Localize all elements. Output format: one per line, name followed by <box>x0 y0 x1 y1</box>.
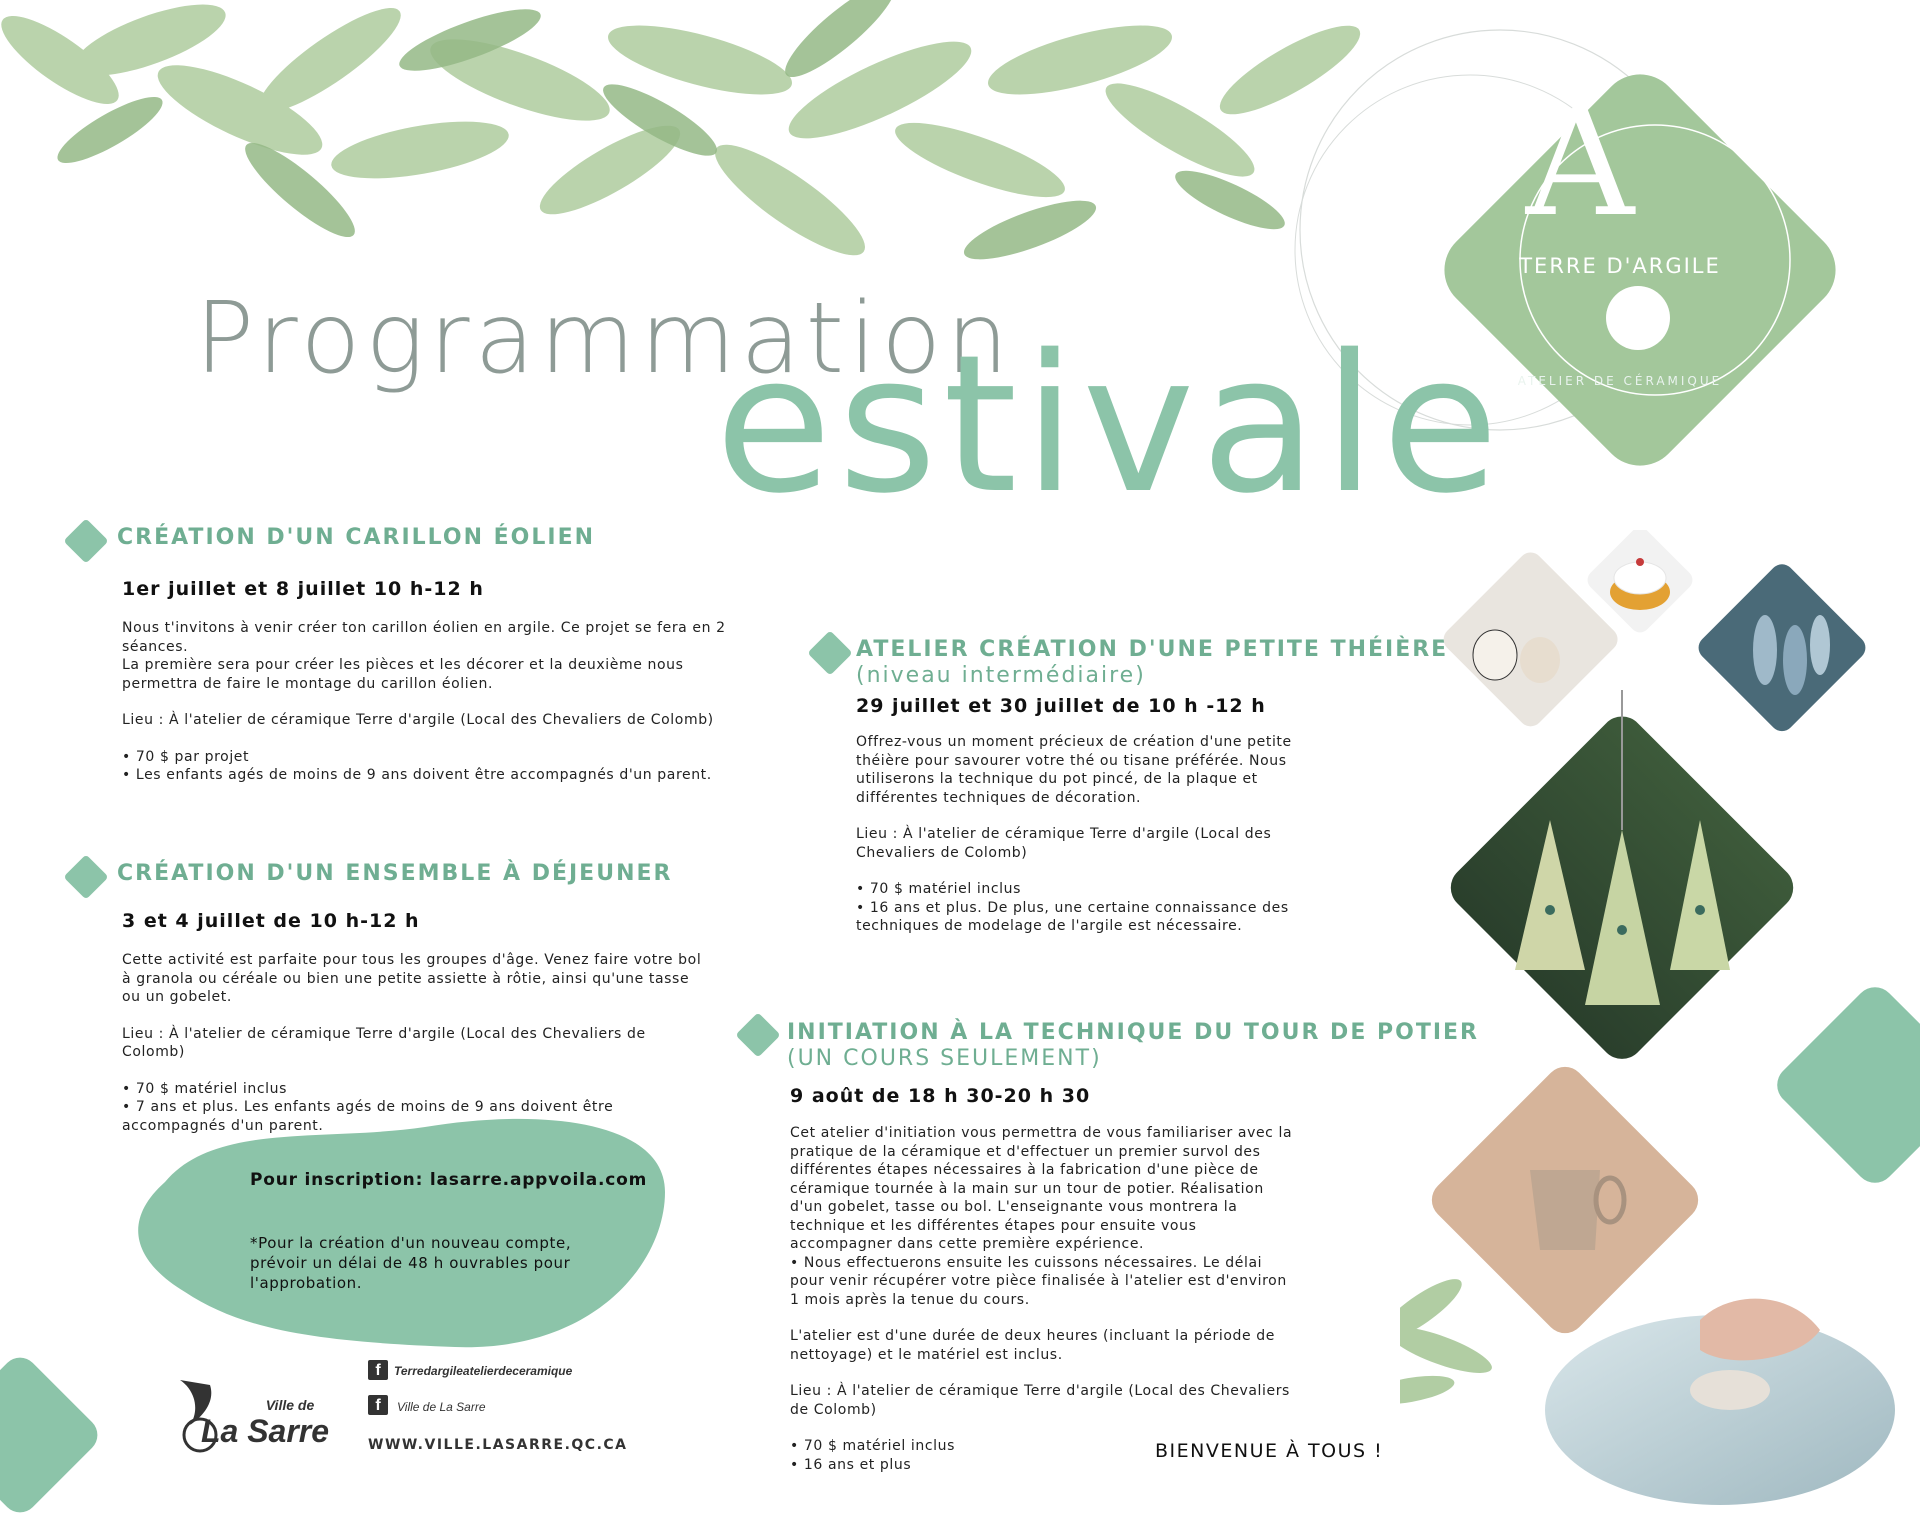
inscription-link[interactable]: Pour inscription: lasarre.appvoila.com <box>250 1170 648 1190</box>
welcome-text: BIENVENUE À TOUS ! <box>1155 1440 1384 1462</box>
diamond-bullet-icon <box>63 518 108 563</box>
list-item: • 70 $ matériel inclus <box>122 1080 712 1099</box>
leaf-decoration <box>0 0 1400 300</box>
section-paragraph: Lieu : À l'atelier de céramique Terre d'argile (Local des Chevaliers de Colomb) <box>122 1025 646 1060</box>
section-paragraph: L'atelier est d'une durée de deux heures (incluant la période de nettoyage) et le matériel est inclus. <box>790 1328 1275 1363</box>
section-title: CRÉATION D'UN ENSEMBLE À DÉJEUNER <box>117 861 673 886</box>
list-item: • 70 $ matériel inclus <box>856 880 1296 899</box>
section-paragraph: Cet atelier d'initiation vous permettra de vous familiariser avec la pratique de la céramique et d'effectuer un premier survol des différentes étapes nécessaires à la fabrication d'une pièce de céramique tournée à la main sur un tour de potier. Réalisation d'un gobelet, tasse ou bol. L'enseignante vous montrera la technique et les différentes étapes pour ensuite vous accompagner dans cette première expérience. • Nous effectuerons ensuite les cuissons nécessaires. Le délai pour venir récupérer votre pièce finalisée à l'atelier est d'environ 1 mois après la tenue du cours. <box>790 1125 1293 1308</box>
facebook-icon[interactable]: f <box>368 1395 388 1415</box>
photo-blue-leaves <box>1694 559 1871 736</box>
section-date: 29 juillet et 30 juillet de 10 h -12 h <box>856 695 1266 717</box>
section-paragraph: Cette activité est parfaite pour tous les groupes d'âge. Venez faire votre bol à granola ou céréale ou bien une petite assiette à rôtie, ainsi qu'une tasse ou un gobelet. <box>122 952 702 1005</box>
city-logo-small: Ville de <box>265 1397 315 1413</box>
section-subtitle: (niveau intermédiaire) <box>856 663 1146 688</box>
green-diamond-decoration <box>1769 979 1920 1191</box>
section-subtitle: (UN COURS SEULEMENT) <box>787 1046 1102 1071</box>
diamond-bullet-icon <box>807 630 852 675</box>
facebook-link-atelier[interactable]: Terredargileatelierdeceramique <box>394 1364 573 1378</box>
logo-name: TERRE D'ARGILE <box>1519 254 1721 278</box>
photo-mosaic <box>1400 530 1920 1509</box>
section-paragraph: Lieu : À l'atelier de céramique Terre d'argile (Local des Chevaliers de Colomb) <box>790 1383 1290 1418</box>
city-logo-big: La Sarre <box>200 1413 330 1449</box>
section-body <box>856 733 1296 936</box>
diamond-bullet-icon <box>735 1012 780 1057</box>
list-item: • 16 ans et plus <box>790 1456 1300 1475</box>
logo-letter: A <box>1525 76 1635 250</box>
section-paragraph: Lieu : À l'atelier de céramique Terre d'argile (Local des Chevaliers de Colomb) <box>122 712 714 728</box>
list-item: • 7 ans et plus. Les enfants agés de moins de 9 ans doivent être accompagnés d'un parent. <box>122 1098 712 1135</box>
list-item: • 16 ans et plus. De plus, une certaine connaissance des techniques de modelage de l'argile est nécessaire. <box>856 899 1296 936</box>
photo-pottery-wheel <box>1545 1299 1895 1505</box>
section-title: INITIATION À LA TECHNIQUE DU TOUR DE POTIER <box>787 1020 1479 1045</box>
page-title-line1: Programmation <box>195 282 1014 396</box>
section-body <box>790 1124 1300 1474</box>
photo-chime-bells <box>1442 690 1803 1068</box>
facebook-icon[interactable]: f <box>368 1360 388 1380</box>
inscription-note: *Pour la création d'un nouveau compte, prévoir un délai de 48 h ouvrables pour l'approbation. <box>250 1234 572 1292</box>
section-paragraph: Offrez-vous un moment précieux de création d'une petite théière pour savourer votre thé ou tisane préférée. Nous utiliserons la technique du pot pincé, de la plaque et différentes techniques de décoration. <box>856 734 1292 806</box>
inscription-blob <box>125 1102 670 1352</box>
list-item: • Les enfants agés de moins de 9 ans doivent être accompagnés d'un parent. <box>122 766 752 785</box>
list-item: • 70 $ par projet <box>122 748 752 767</box>
list-item: • 70 $ matériel inclus <box>790 1437 1300 1456</box>
photo-hands-mug <box>1424 1059 1707 1342</box>
page-title-line2: estivale <box>715 314 1505 535</box>
section-body <box>122 619 752 785</box>
facebook-link-city[interactable]: Ville de La Sarre <box>397 1400 486 1414</box>
section-date: 9 août de 18 h 30-20 h 30 <box>790 1085 1091 1107</box>
section-paragraph: Nous t'invitons à venir créer ton carillon éolien en argile. Ce projet se fera en 2 séances. La première sera pour créer les pièces et les décorer et la deuxième nous permettra de faire le montage du carillon éolien. <box>122 620 726 692</box>
section-date: 3 et 4 juillet de 10 h-12 h <box>122 910 420 932</box>
section-title: ATELIER CRÉATION D'UNE PETITE THÉIÈRE <box>856 637 1449 662</box>
corner-diamond-decoration <box>0 1355 100 1515</box>
leaf-decoration <box>1400 1270 1496 1410</box>
website-link[interactable]: WWW.VILLE.LASARRE.QC.CA <box>368 1437 628 1453</box>
diamond-bullet-icon <box>63 854 108 899</box>
section-date: 1er juillet et 8 juillet 10 h-12 h <box>122 578 484 600</box>
section-paragraph: Lieu : À l'atelier de céramique Terre d'argile (Local des Chevaliers de Colomb) <box>856 826 1272 861</box>
section-title: CRÉATION D'UN CARILLON ÉOLIEN <box>117 525 596 550</box>
logo-subtitle: ATELIER DE CÉRAMIQUE <box>1517 374 1723 388</box>
city-logo <box>170 1370 330 1460</box>
